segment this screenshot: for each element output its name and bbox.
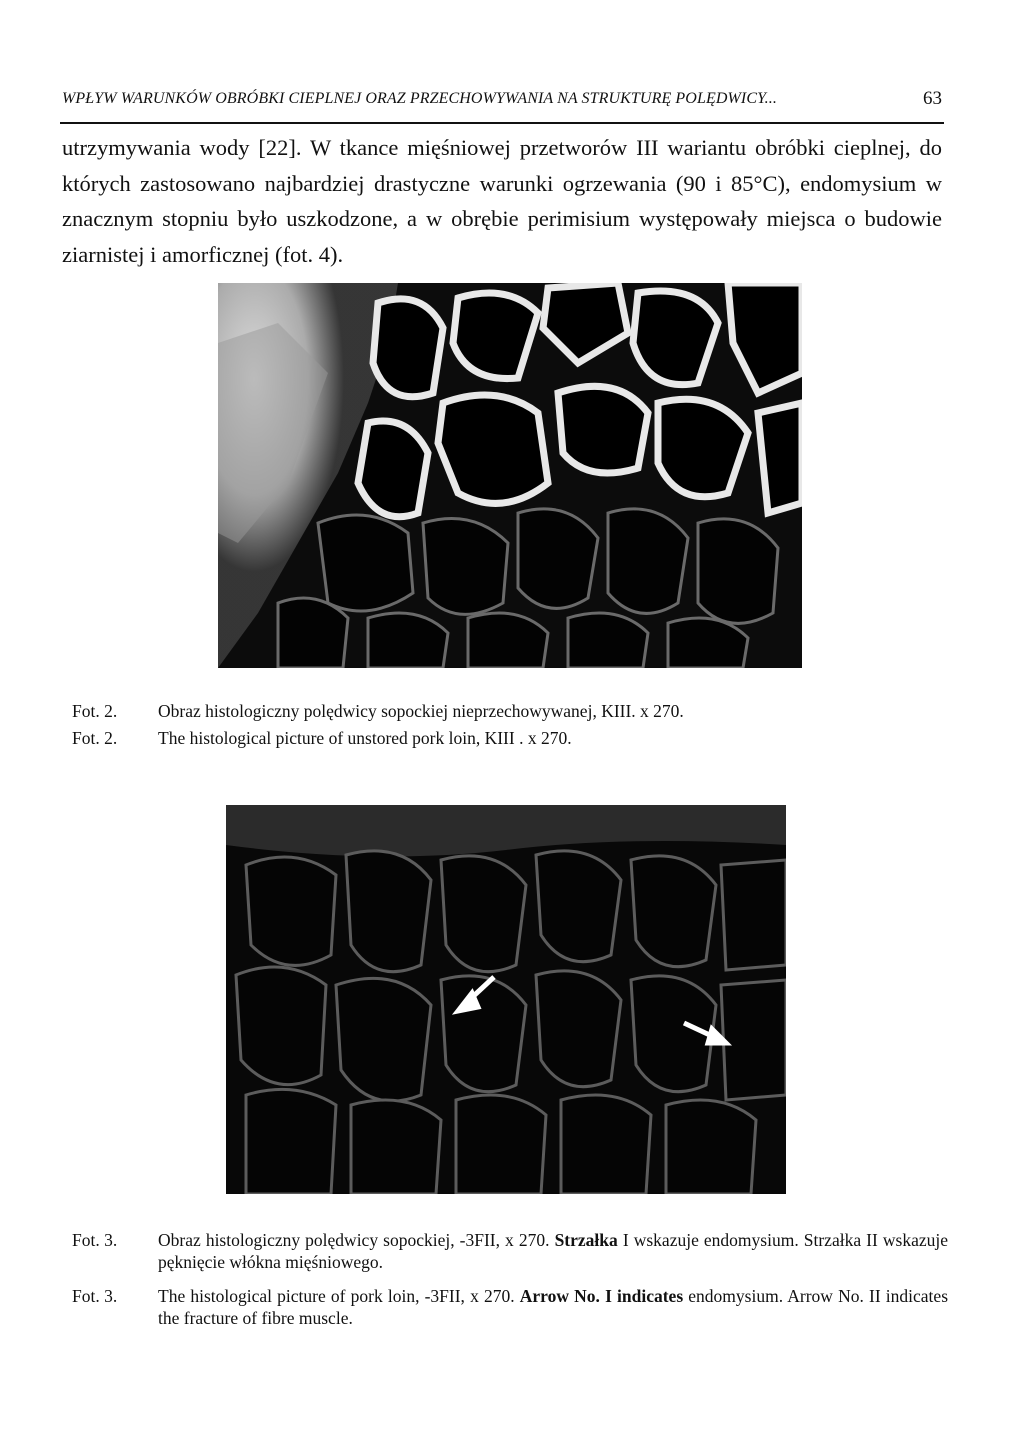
caption-text: Obraz histologiczny polędwicy sopockiej, -3FII, x 270. Strzałka I wskazuje endomysium. Strzałka II wskazuje pęknięcie włókna mięśniowego. [158, 1230, 948, 1272]
caption-label: Fot. 3. [72, 1230, 118, 1250]
running-header [60, 88, 944, 124]
micrograph-fot-3 [226, 805, 786, 1194]
micrograph-fot-2 [218, 283, 802, 668]
page-number: 63 [923, 88, 942, 109]
caption-text: The histological picture of unstored pork loin, KIII . x 270. [158, 728, 572, 748]
caption-text: The histological picture of pork loin, -3FII, x 270. Arrow No. I indicates endomysium. Arrow No. II indicates the fracture of fibre muscle. [158, 1286, 949, 1328]
caption-label: Fot. 2. [72, 728, 118, 748]
body-paragraph: utrzymywania wody [22]. W tkance mięśniowej przetworów III wariantu obróbki cieplnej, do których zastosowano najbardziej drastyczne warunki ogrzewania (90 i 85°C), endomysium w znacznym stopniu było uszkodzone, a w obrębie perimisium występowały miejsca o budowie ziarnistej i amorficznej (fot. 4). [62, 135, 942, 267]
caption-fot-3-pl [72, 1229, 952, 1273]
caption-text: Obraz histologiczny polędwicy sopockiej nieprzechowywanej, KIII. x 270. [158, 701, 684, 721]
running-title: WPŁYW WARUNKÓW OBRÓBKI CIEPLNEJ ORAZ PRZECHOWYWANIA NA STRUKTURĘ POLĘDWICY... [62, 90, 777, 107]
caption-label: Fot. 3. [72, 1286, 118, 1306]
caption-label: Fot. 2. [72, 701, 118, 721]
caption-fot-3-en [72, 1285, 952, 1329]
